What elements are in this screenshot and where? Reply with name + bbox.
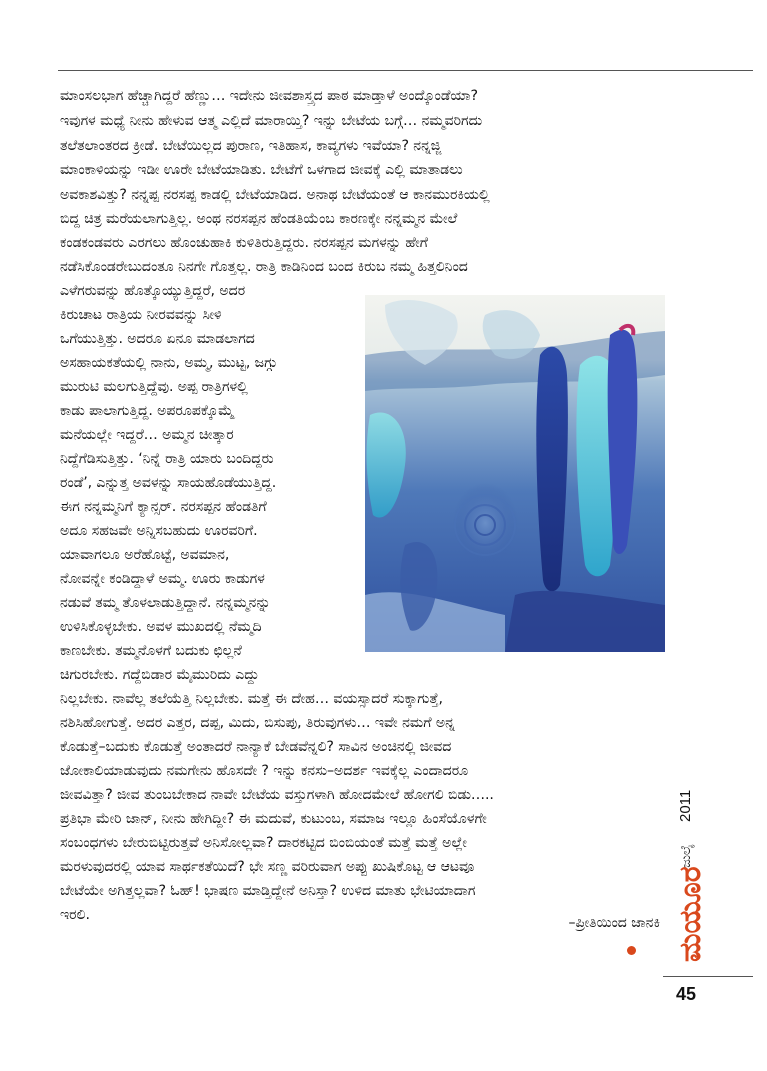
magazine-strip-graphic	[660, 750, 720, 970]
text-line: ಬಿದ್ದ ಚಿತ್ರ ಮರೆಯಲಾಗುತ್ತಿಲ್ಲ. ಅಂಥ ನರಸಪ್ಪನ ಹೆಂಡತಿಯೆಂಬ ಕಾರಣಕ್ಕೇ ನನ್ನಮ್ಮನ ಮೇಲೆ	[60, 211, 458, 227]
text-line: ಅದೂ ಸಹಜವೇ ಅನ್ನಿಸಬಹುದು ಊರವರಿಗೆ.	[60, 523, 258, 539]
text-line: ನಿಲ್ಲಬೇಕು. ನಾವೆಲ್ಲ ತಲೆಯೆತ್ತಿ ನಿಲ್ಲಬೇಕು. ಮತ್ತೆ ಈ ದೇಹ… ವಯಸ್ಸಾದರೆ ಸುಕ್ಕಾಗುತ್ತೆ,	[60, 691, 443, 707]
bottom-rule	[663, 976, 753, 977]
text-line: ಮಾಂಸಲಭಾಗ ಹೆಚ್ಚಾಗಿದ್ದರೆ ಹೆಣ್ಣು… ಇದೇನು ಜೀವಶಾಸ್ತ್ರದ ಪಾಠ ಮಾಡ್ತಾಳೆ ಅಂದ್ಕೊಂಡೆಯಾ?	[60, 88, 478, 104]
abstract-painting-graphic	[365, 295, 665, 652]
text-line: ಜೀವವಿತ್ತಾ? ಜೀವ ತುಂಬಬೇಕಾದ ನಾವೇ ಬೇಟೆಯ ವಸ್ತುಗಳಾಗಿ ಹೋದಮೇಲೆ ಹೋಗಲಿ ಬಿಡು…..	[60, 787, 494, 803]
text-line: ನೋವನ್ನೇ ಕಂಡಿದ್ದಾಳೆ ಅಮ್ಮ. ಊರು ಕಾಡುಗಳ	[60, 571, 265, 587]
text-line: ಇರಲಿ.	[60, 907, 90, 923]
text-line: ಅವಕಾಶವಿತ್ತು? ನನ್ನಪ್ಪ ನರಸಪ್ಪ ಕಾಡಲ್ಲಿ ಬೇಟೆಯಾಡಿದ. ಅನಾಥ ಬೇಟೆಯಂತೆ ಆ ಕಾನಮುರಕಿಯಲ್ಲಿ	[60, 187, 490, 203]
magazine-strip	[660, 750, 720, 970]
text-line: ರಂಡೆ’, ಎನ್ನುತ್ತ ಅವಳನ್ನು ಸಾಯಹೊಡೆಯುತ್ತಿದ್ದ.	[60, 475, 277, 491]
text-line: ಜೋಕಾಲಿಯಾಡುವುದು ನಮಗೇನು ಹೊಸದೇ ? ಇನ್ನು ಕನಸು–ಅದರ್ಶ ಇವಕ್ಕೆಲ್ಲ ಎಂದಾದರೂ	[60, 763, 469, 779]
text-line: ಸಂಬಂಧಗಳು ಬೇರುಬಿಟ್ಟಿರುತ್ತವೆ ಅನಿಸೋಲ್ಲವಾ? ದಾರಕಟ್ಟಿದ ಬಿಂಬಿಯಂತೆ ಮತ್ತೆ ಮತ್ತೆ ಅಲ್ಲೇ	[60, 835, 467, 851]
text-line: ನಡೆಸಿಕೊಂಡರೇಬುದಂತೂ ನಿನಗೇ ಗೊತ್ತಲ್ಲ. ರಾತ್ರಿ ಕಾಡಿನಿಂದ ಬಂದ ಕಿರುಬ ನಮ್ಮ ಹಿತ್ತಲಿನಿಂದ	[60, 259, 468, 275]
text-line: ಕಂಡಕಂಡವರು ಎರಗಲು ಹೊಂಚುಹಾಕಿ ಕುಳಿತಿರುತ್ತಿದ್ದರು. ನರಸಪ್ಪನ ಮಗಳನ್ನು ಹೇಗೆ	[60, 235, 428, 251]
text-line: ನಡುವೆ ತಮ್ಮ ತೊಳಲಾಡುತ್ತಿದ್ದಾನೆ. ನನ್ನಮ್ಮನನ್ನು	[60, 595, 271, 611]
accent-dot	[627, 946, 636, 955]
text-line: ಪ್ರತಿಭಾ ಮೇರಿ ಜಾನ್, ನೀನು ಹೇಗಿದ್ದೀ? ಈ ಮದುವೆ, ಕುಟುಂಬ, ಸಮಾಜ ಇಲ್ಲೂ ಹಿಂಸೆಯೊಳಗೇ	[60, 811, 487, 827]
text-line: ನಶಿಸಿಹೋಗುತ್ತೆ. ಅದರ ಎತ್ತರ, ದಪ್ಪ, ಮಿದು, ಬಿಸುಪು, ತಿರುವುಗಳು… ಇವೇ ನಮಗೆ ಅನ್ನ	[60, 715, 455, 731]
top-rule	[58, 70, 753, 71]
text-line: ಯಾವಾಗಲೂ ಅರೆಹೊಟ್ಟೆ, ಅವಮಾನ,	[60, 547, 230, 563]
text-line: ತಲೆತಲಾಂತರದ ಕ್ರೀಡೆ. ಬೇಟೆಯಿಲ್ಲದ ಪುರಾಣ, ಇತಿಹಾಸ, ಕಾವ್ಯಗಳು ಇವೆಯಾ? ನನ್ನಜ್ಜಿ	[60, 138, 442, 154]
text-line: ನಿದ್ದೆಗೆಡಿಸುತ್ತಿತ್ತು. ‘ನಿನ್ನೆ ರಾತ್ರಿ ಯಾರು ಬಂದಿದ್ದರು	[60, 451, 274, 467]
page-number: 45	[676, 984, 697, 1004]
text-line: ಎಳೆಗರುವನ್ನು ಹೊತ್ಕೊಯ್ಯುತ್ತಿದ್ದರೆ, ಅದರ	[60, 283, 246, 299]
text-line: ಬೇಟೆಯೇ ಅಗಿತ್ತಲ್ಲವಾ? ಓಹ್! ಭಾಷಣ ಮಾಡ್ತಿದ್ದೇನೆ ಅನಿಸ್ತಾ? ಉಳಿದ ಮಾತು ಭೇಟಿಯಾದಾಗ	[60, 883, 476, 899]
text-line: ಮರಳುವುದರಲ್ಲಿ ಯಾವ ಸಾರ್ಥಕತೆಯಿದೆ? ಭೇ ಸಣ್ಣ ವರಿರುವಾಗ ಅಪ್ಪು ಖುಷಿಕೊಟ್ಟ ಆ ಆಟವೂ	[60, 859, 475, 875]
magazine-name: ಮಯೂರ	[673, 866, 708, 962]
text-line: ಚಿಗುರಬೇಕು. ಗದ್ದೆಬಿಡಾರ ಮೈಮುರಿದು ಎದ್ದು	[60, 667, 260, 683]
text-line: ಒಗೆಯುತ್ತಿತ್ತು. ಅದರೂ ಏನೂ ಮಾಡಲಾಗದ	[60, 331, 255, 347]
text-line: ಉಳಿಸಿಕೊಳ್ಳಬೇಕು. ಅವಳ ಮುಖದಲ್ಲಿ ನೆಮ್ಮದಿ	[60, 619, 262, 635]
text-line: ಕಾಡು ಪಾಲಾಗುತ್ತಿದ್ದ. ಅಪರೂಪಕ್ಕೊಮ್ಮೆ	[60, 403, 234, 419]
text-line: ಮಾಂಕಾಳಿಯನ್ನು ಇಡೀ ಊರೇ ಬೇಟೆಯಾಡಿತು. ಬೇಟೆಗೆ ಒಳಗಾದ ಜೀವಕ್ಕೆ ಎಲ್ಲಿ ಮಾತಾಡಲು	[60, 162, 463, 178]
abstract-painting	[365, 295, 665, 652]
text-line: ಇವುಗಳ ಮಧ್ಯೆ ನೀನು ಹೇಳುವ ಆತ್ಮ ಎಲ್ಲಿದೆ ಮಾರಾಯ್ತಿ? ಇನ್ನು ಬೇಟೆಯ ಬಗ್ಗೆ… ನಮ್ಮವರಿಗದು	[60, 113, 483, 129]
text-line: ಕಿರುಚಾಟ ರಾತ್ರಿಯ ನೀರವವನ್ನು ಸೀಳಿ	[60, 307, 222, 323]
text-line: ಕೊಡುತ್ತೆ–ಬದುಕು ಕೊಡುತ್ತೆ ಅಂತಾದರೆ ನಾನ್ಯಾಕೆ ಬೇಡವೆನ್ನಲಿ? ಸಾವಿನ ಅಂಚಿನಲ್ಲಿ ಜೀವದ	[60, 739, 452, 755]
issue-month: ಜುಲೈ	[679, 844, 694, 868]
text-line: ಈಗ ನನ್ನಮ್ಮನಿಗೆ ಕ್ಯಾನ್ಸರ್. ನರಸಪ್ಪನ ಹೆಂಡತಿಗೆ	[60, 499, 267, 515]
text-line: ಕಾಣಬೇಕು. ತಮ್ಮನೊಳಗೆ ಬದುಕು ಛಿಲ್ಲನೆ	[60, 643, 242, 659]
text-line: ಅಸಹಾಯಕತೆಯಲ್ಲಿ ನಾನು, ಅಮ್ಮ, ಮುಟ್ಟ, ಜಗ್ಗು	[60, 355, 278, 371]
text-line: ಮುರುಟಿ ಮಲಗುತ್ತಿದ್ದೆವು. ಅಪ್ಪ ರಾತ್ರಿಗಳಲ್ಲಿ	[60, 379, 248, 395]
text-line: ಮನೆಯಲ್ಲೇ ಇದ್ದರೆ… ಅಮ್ಮನ ಚೀತ್ಕಾರ	[60, 427, 234, 443]
issue-year: 2011	[677, 789, 694, 822]
signature: –ಪ್ರೀತಿಯಿಂದ ಜಾನಕಿ	[568, 915, 660, 931]
